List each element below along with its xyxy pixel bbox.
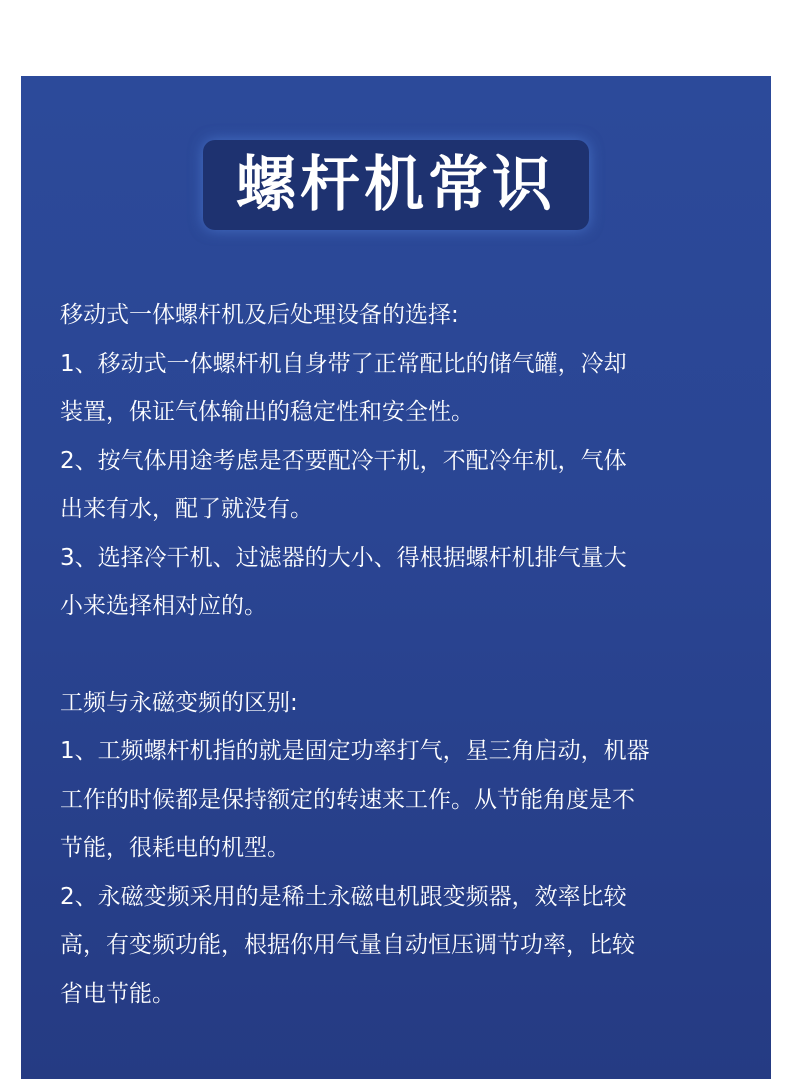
page-title: 螺杆机常识 [236, 150, 556, 220]
content-body [60, 291, 740, 1018]
paragraph-line: 2、按气体用途考虑是否要配冷干机，不配冷年机，气体 [60, 447, 627, 474]
paragraph-line: 节能，很耗电的机型。 [60, 835, 290, 861]
paragraph-line: 省电节能。 [60, 980, 175, 1007]
section-heading: 工频与永磁变频的区别: [60, 689, 298, 716]
paragraph-line: 2、永磁变频采用的是稀土永磁电机跟变频器，效率比较 [60, 883, 627, 910]
section-mobile-screw-selection [60, 291, 740, 631]
paragraph-line: 出来有水，配了就没有。 [60, 496, 313, 522]
section-frequency-comparison [60, 679, 740, 1019]
paragraph-line: 1、移动式一体螺杆机自身带了正常配比的储气罐，冷却 [60, 350, 627, 377]
paragraph-line: 3、选择冷干机、过滤器的大小、得根据螺杆机排气量大 [60, 544, 627, 571]
paragraph-line: 小来选择相对应的。 [60, 593, 267, 619]
section-heading: 移动式一体螺杆机及后处理设备的选择: [60, 302, 459, 328]
paragraph-line: 装置，保证气体输出的稳定性和安全性。 [60, 399, 474, 425]
paragraph-line: 1、工频螺杆机指的就是固定功率打气，星三角启动，机器 [60, 738, 650, 764]
info-card [21, 76, 771, 1079]
paragraph-line: 工作的时候都是保持额定的转速来工作。从节能角度是不 [60, 786, 635, 813]
title-banner [203, 140, 589, 230]
paragraph-line: 高，有变频功能，根据你用气量自动恒压调节功率，比较 [60, 932, 635, 958]
